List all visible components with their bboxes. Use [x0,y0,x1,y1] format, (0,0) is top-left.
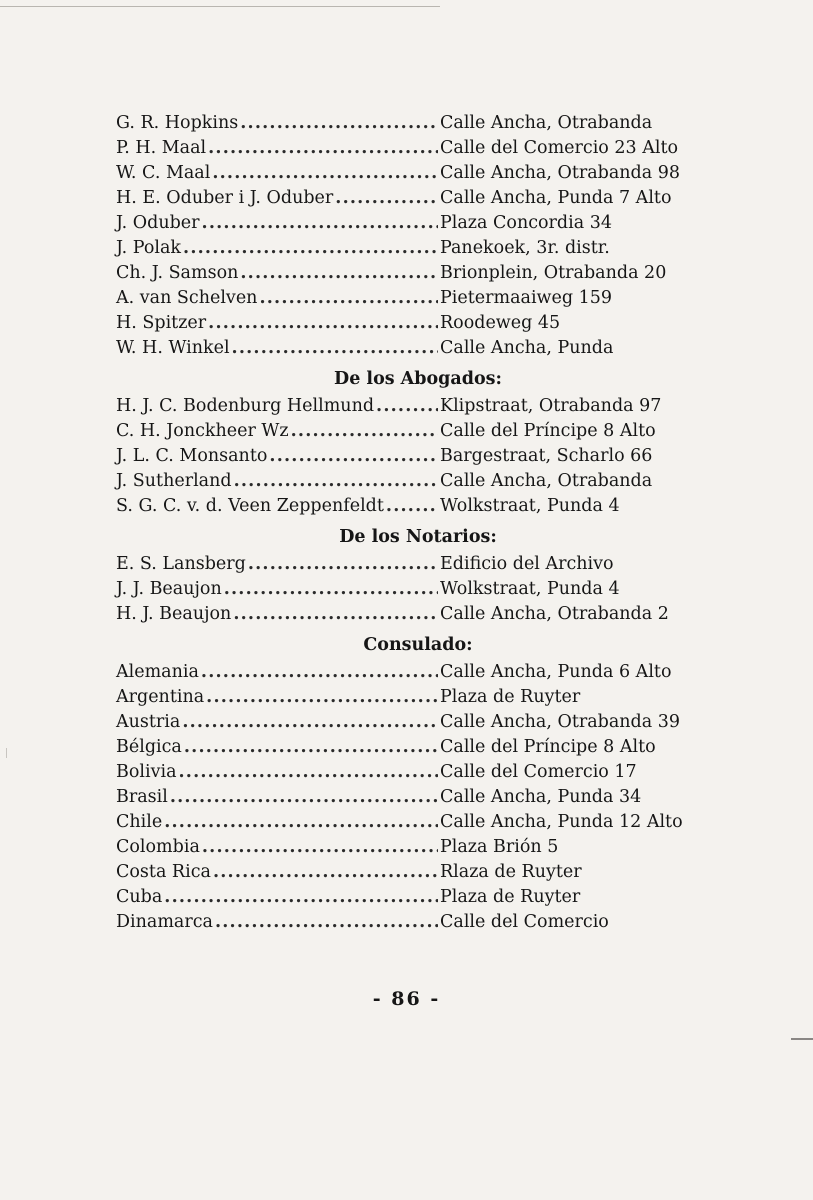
entry-address: Calle del Príncipe 8 Alto [440,421,656,441]
entry-name: G. R. Hopkins [116,113,239,133]
entry-name: P. H. Maal [116,138,207,158]
entry-name: Colombia [116,837,200,857]
entry-name: H. E. Oduber i J. Oduber [116,188,334,208]
directory-entry [116,313,740,338]
directory-entry [116,579,740,604]
directory-entry [116,862,740,887]
entry-address: Wolkstraat, Punda 4 [440,496,620,516]
entry-name: Ch. J. Samson [116,263,239,283]
directory-entry [116,288,740,313]
dot-leader [213,862,438,882]
entry-address: Klipstraat, Otrabanda 97 [440,396,662,416]
entry-address: Wolkstraat, Punda 4 [440,579,620,599]
dot-leader [164,812,438,832]
directory-entry [116,662,740,687]
dot-leader [202,837,438,857]
directory-entry [116,238,740,263]
directory-entry [116,213,740,238]
entry-address: Calle Ancha, Otrabanda 2 [440,604,669,624]
entry-name: Chile [116,812,163,832]
dot-leader [259,288,438,308]
notarios-section [116,554,740,629]
entry-address: Brionplein, Otrabanda 20 [440,263,667,283]
directory-entry [116,188,740,213]
entry-name: Dinamarca [116,912,213,932]
dot-leader [202,213,438,233]
entry-name: H. Spitzer [116,313,207,333]
directory-entry [116,138,740,163]
dot-leader [224,579,438,599]
entry-address: Plaza Brión 5 [440,837,559,857]
dot-leader [386,496,438,516]
directory-entry [116,263,740,288]
entry-address: Calle Ancha, Punda [440,338,614,358]
entry-name: W. C. Maal [116,163,211,183]
consulado-section [116,662,740,937]
entry-name: Brasil [116,787,168,807]
directory-entry [116,712,740,737]
dot-leader [206,687,438,707]
entry-address: Calle Ancha, Otrabanda 98 [440,163,681,183]
directory-entry [116,837,740,862]
edge-mark [791,1038,813,1040]
general-entries-section [116,113,740,363]
dot-leader [184,737,438,757]
dot-leader [269,446,438,466]
dot-leader [234,471,438,491]
directory-entry [116,554,740,579]
directory-entry [116,887,740,912]
directory-entry [116,113,740,138]
entry-name: Argentina [116,687,205,707]
dot-leader [248,554,438,574]
directory-entry [116,787,740,812]
entry-address: Roodeweg 45 [440,313,561,333]
entry-address: Calle Ancha, Punda 12 Alto [440,812,683,832]
dot-leader [335,188,438,208]
entry-address: Bargestraat, Scharlo 66 [440,446,653,466]
entry-address: Calle del Comercio 23 Alto [440,138,679,158]
entry-name: Cuba [116,887,163,907]
dot-leader [240,113,438,133]
dot-leader [208,138,438,158]
consulado-heading: Consulado: [363,635,473,655]
dot-leader [179,762,438,782]
entry-name: H. J. Beaujon [116,604,232,624]
entry-address: Edificio del Archivo [440,554,614,574]
entry-name: J. Oduber [116,213,200,233]
dot-leader [183,238,438,258]
entry-address: Plaza de Ruyter [440,887,581,907]
entry-name: W. H. Winkel [116,338,230,358]
directory-entry [116,496,740,521]
dot-leader [201,662,438,682]
entry-name: Costa Rica [116,862,211,882]
dot-leader [170,787,438,807]
entry-name: J. L. C. Monsanto [116,446,268,466]
abogados-heading: De los Abogados: [334,369,502,389]
directory-entry [116,338,740,363]
entry-name: Bélgica [116,737,182,757]
directory-page [116,113,740,937]
margin-mark [6,748,7,758]
entry-address: Calle del Príncipe 8 Alto [440,737,656,757]
entry-address: Plaza Concordia 34 [440,213,612,233]
entry-address: Calle Ancha, Punda 34 [440,787,642,807]
directory-entry [116,912,740,937]
entry-name: Austria [116,712,181,732]
directory-entry [116,604,740,629]
dot-leader [376,396,438,416]
entry-address: Calle Ancha, Punda 6 Alto [440,662,672,682]
dot-leader [233,604,438,624]
entry-name: J. Sutherland [116,471,232,491]
entry-address: Calle Ancha, Otrabanda [440,471,653,491]
entry-address: Rlaza de Ruyter [440,862,582,882]
entry-name: J. J. Beaujon [116,579,222,599]
directory-entry [116,446,740,471]
entry-name: E. S. Lansberg [116,554,246,574]
entry-address: Calle Ancha, Otrabanda 39 [440,712,681,732]
entry-address: Calle del Comercio 17 [440,762,637,782]
dot-leader [291,421,438,441]
directory-entry [116,396,740,421]
entry-name: C. H. Jonckheer Wz [116,421,289,441]
entry-name: Alemania [116,662,199,682]
directory-entry [116,812,740,837]
directory-entry [116,163,740,188]
notarios-heading: De los Notarios: [339,527,497,547]
directory-entry [116,687,740,712]
directory-entry [116,762,740,787]
abogados-section [116,396,740,521]
page-number: - 86 - [372,988,441,1010]
directory-entry [116,471,740,496]
dot-leader [164,887,438,907]
entry-name: H. J. C. Bodenburg Hellmund [116,396,375,416]
entry-address: Pietermaaiweg 159 [440,288,613,308]
entry-name: S. G. C. v. d. Veen Zeppenfeldt [116,496,384,516]
dot-leader [215,912,438,932]
dot-leader [212,163,438,183]
dot-leader [208,313,438,333]
entry-name: J. Polak [116,238,182,258]
entry-address: Calle del Comercio [440,912,609,932]
entry-address: Calle Ancha, Otrabanda [440,113,653,133]
dot-leader [232,338,438,358]
directory-entry [116,421,740,446]
entry-name: A. van Schelven [116,288,258,308]
entry-address: Plaza de Ruyter [440,687,581,707]
entry-address: Calle Ancha, Punda 7 Alto [440,188,672,208]
dot-leader [240,263,438,283]
entry-name: Bolivia [116,762,177,782]
entry-address: Panekoek, 3r. distr. [440,238,610,258]
directory-entry [116,737,740,762]
top-edge-rule [0,6,440,7]
dot-leader [182,712,438,732]
